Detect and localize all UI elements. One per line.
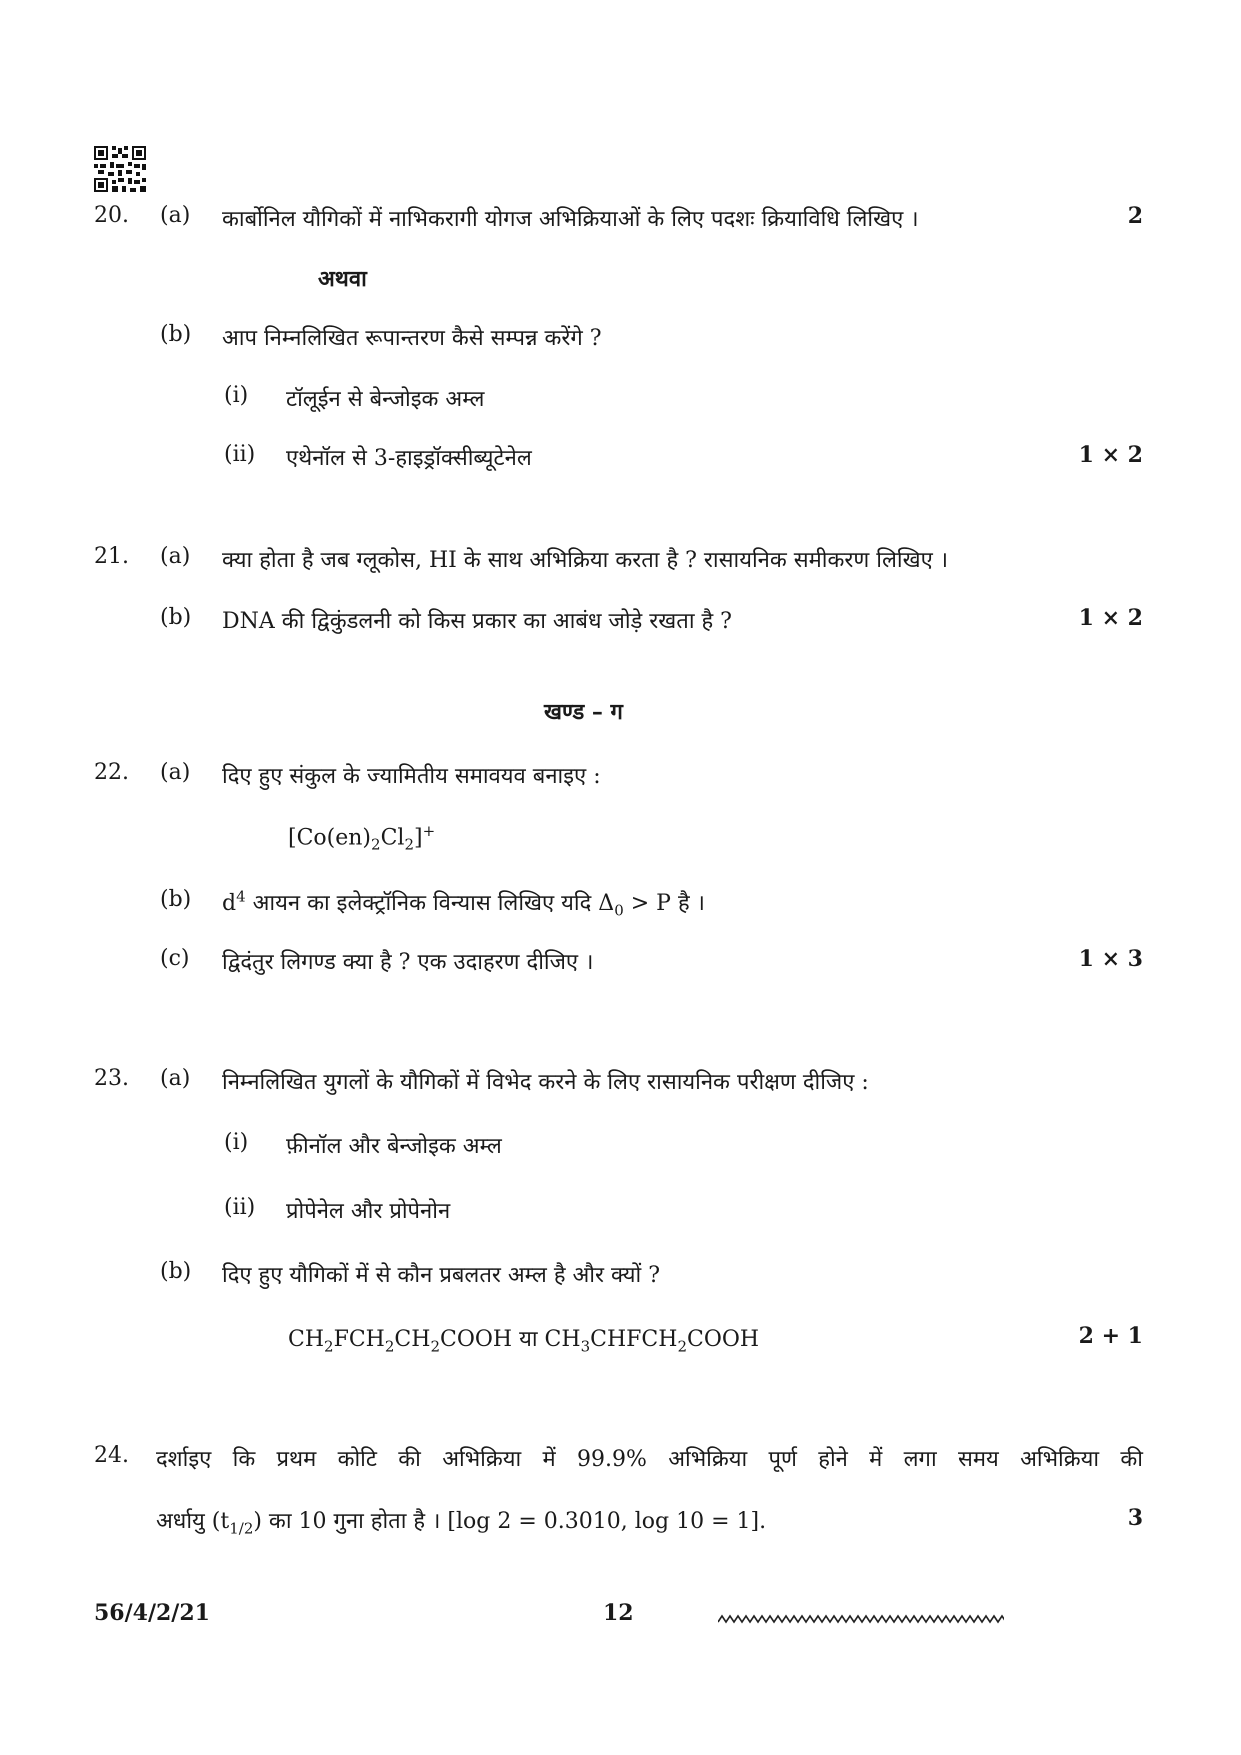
part-label: (a) [160, 760, 191, 785]
sub-part-label: (i) [224, 1130, 249, 1155]
part-label: (b) [160, 605, 192, 630]
sub-part-label: (ii) [224, 1195, 256, 1220]
paper-code: 56/4/2/21 [94, 1600, 210, 1626]
sub-part-label: (ii) [224, 442, 256, 467]
question-number: 20. [94, 203, 129, 228]
marks: 1 × 3 [1078, 946, 1143, 972]
part-label: (a) [160, 203, 191, 228]
complex-formula: $[Co(en)_2Cl_2]^+$ [288, 822, 436, 854]
or-separator: अथवा [318, 266, 367, 292]
part-label: (b) [160, 1259, 192, 1284]
section-title: खण्ड – ग [544, 699, 623, 725]
part-label: (b) [160, 887, 192, 912]
part-label: (a) [160, 1066, 191, 1091]
question-text: कार्बोनिल यौगिकों में नाभिकरागी योगज अभिक्रियाओं के लिए पदशः क्रियाविधि लिखिए । [222, 207, 919, 232]
question-number: 23. [94, 1066, 129, 1091]
marks: 1 × 2 [1078, 442, 1143, 468]
qr-code-icon [94, 146, 146, 192]
question-text: क्या होता है जब ग्लूकोस, HI के साथ अभिक्रिया करता है ? रासायनिक समीकरण लिखिए । [222, 548, 949, 573]
page-number: 12 [603, 1600, 634, 1626]
question-text: DNA की द्विकुंडलनी को किस प्रकार का आबंध जोड़े रखता है ? [222, 609, 732, 634]
marks: 3 [1127, 1505, 1143, 1531]
marks: 2 [1127, 203, 1143, 229]
sub-part-label: (i) [224, 383, 249, 408]
part-label: (a) [160, 544, 191, 569]
question-number: 22. [94, 760, 129, 785]
sub-part-text: टॉलूईन से बेन्जोइक अम्ल [286, 387, 485, 412]
question-text: दर्शाइए कि प्रथम कोटि की अभिक्रिया में 99.9% अभिक्रिया पूर्ण होने में लगा समय अभिक्रिया की [156, 1447, 1143, 1472]
question-text: $d^4$ आयन का इलेक्ट्रॉनिक विन्यास लिखिए यदि $\Delta_0 > P$ है । [222, 887, 705, 920]
question-text: दिए हुए यौगिकों में से कौन प्रबलतर अम्ल है और क्यों ? [222, 1263, 661, 1288]
marks: 1 × 2 [1078, 605, 1143, 631]
question-text: अर्धायु $(t_{1/2})$ का 10 गुना होता है । [log 2 = 0.3010, log 10 = 1]. [156, 1509, 767, 1538]
sub-part-text: फ़ीनॉल और बेन्जोइक अम्ल [286, 1134, 502, 1159]
question-text: दिए हुए संकुल के ज्यामितीय समावयव बनाइए : [222, 764, 601, 789]
sub-part-text: प्रोपेनेल और प्रोपेनोन [286, 1199, 451, 1224]
part-label: (b) [160, 322, 192, 347]
question-number: 24. [94, 1443, 129, 1468]
sub-part-text: एथेनॉल से 3-हाइड्रॉक्सीब्यूटेनेल [286, 446, 532, 471]
marks: 2 + 1 [1078, 1323, 1143, 1349]
question-text: द्विदंतुर लिगण्ड क्या है ? एक उदाहरण दीजिए । [222, 950, 594, 975]
compound-formulas: $CH_2FCH_2CH_2COOH$ या $CH_3CHFCH_2COOH$ [288, 1327, 760, 1356]
wavy-line-decoration [718, 1613, 1004, 1625]
question-text: निम्नलिखित युगलों के यौगिकों में विभेद करने के लिए रासायनिक परीक्षण दीजिए : [222, 1070, 869, 1095]
question-number: 21. [94, 544, 129, 569]
part-label: (c) [160, 946, 190, 971]
question-text: आप निम्नलिखित रूपान्तरण कैसे सम्पन्न करेंगे ? [222, 326, 602, 351]
